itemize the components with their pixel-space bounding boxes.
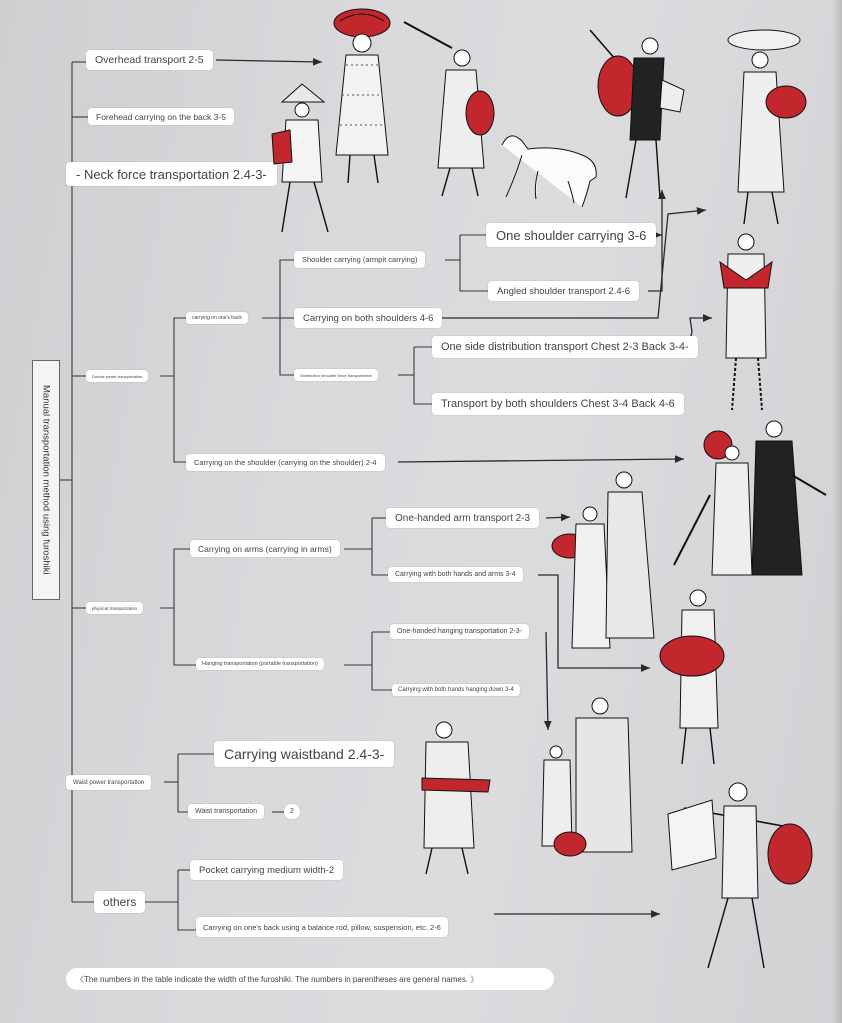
node-both-shoulders-chest: Transport by both shoulders Chest 3-4 Back 4-6 [432,393,684,415]
node-one-shoulder: One shoulder carrying 3-6 [486,223,656,247]
node-both-shoulders: Carrying on both shoulders 4-6 [294,308,442,328]
node-double-power: Double power transportation [86,370,148,382]
figure-stick-carrier [402,18,502,203]
node-carrying-on-back: carrying on one's back [186,312,248,324]
node-physical-transportation: physical transportation [86,602,143,614]
node-both-hands-hanging: Carrying with both hands hanging down 3-4 [392,684,520,696]
node-carrying-on-arms: Carrying on arms (carrying in arms) [190,540,340,557]
figure-pair-umbrella [672,415,832,595]
node-one-side-distribution: One side distribution transport Chest 2-3 Back 3-4- [432,336,698,358]
node-angled-shoulder: Angled shoulder transport 2.4-6 [488,281,639,301]
node-overhead-transport: Overhead transport 2-5 [86,50,213,70]
figure-both-shoulders [706,228,786,418]
node-carrying-waistband: Carrying waistband 2.4-3- [214,741,394,767]
root-node [32,360,60,600]
figure-hat-traveler [708,22,813,232]
figure-shoulder-carrier [580,20,690,210]
node-distribution-shoulder: Distribution shoulder force transportation [294,369,378,381]
node-carrying-on-shoulder: Carrying on the shoulder (carrying on the shoulder) 2-4 [186,454,385,471]
figure-hanging-carrier [656,588,736,768]
node-waist-width: 2 [284,804,300,819]
node-both-hands-arms: Carrying with both hands and arms 3-4 [388,567,523,582]
figure-balance-rod [664,778,814,976]
node-waist-transportation: Waist transportation [188,804,264,819]
figure-forehead-carrier [268,82,338,242]
figure-arms-carriers [548,468,663,663]
node-balance-rod: Carrying on one's back using a balance rod, pillow, suspension, etc. 2-6 [196,917,448,937]
node-hanging-transportation: Hanging transportation (portable transportation) [196,658,324,670]
node-one-handed-hanging: One-handed hanging transportation 2-3- [390,624,529,639]
node-neck-force: - Neck force transportation 2.4-3- [66,162,277,186]
figure-waistband [404,718,499,878]
node-waist-power: Waist power transportation [66,775,151,790]
footnote-caption: 《The numbers in the table indicate the width of the furoshiki. The numbers in parentheses are general names. 》 [66,968,554,990]
node-others: others [94,891,145,913]
node-shoulder-carrying: Shoulder carrying (armpit carrying) [294,251,425,268]
node-forehead-carrying: Forehead carrying on the back 3-5 [88,108,234,125]
node-pocket-carrying: Pocket carrying medium width-2 [190,860,343,880]
node-one-handed-arm: One-handed arm transport 2-3 [386,508,539,528]
figure-hanging-down [536,696,636,886]
root-label: Manual transportation method using furoshiki [40,385,52,575]
